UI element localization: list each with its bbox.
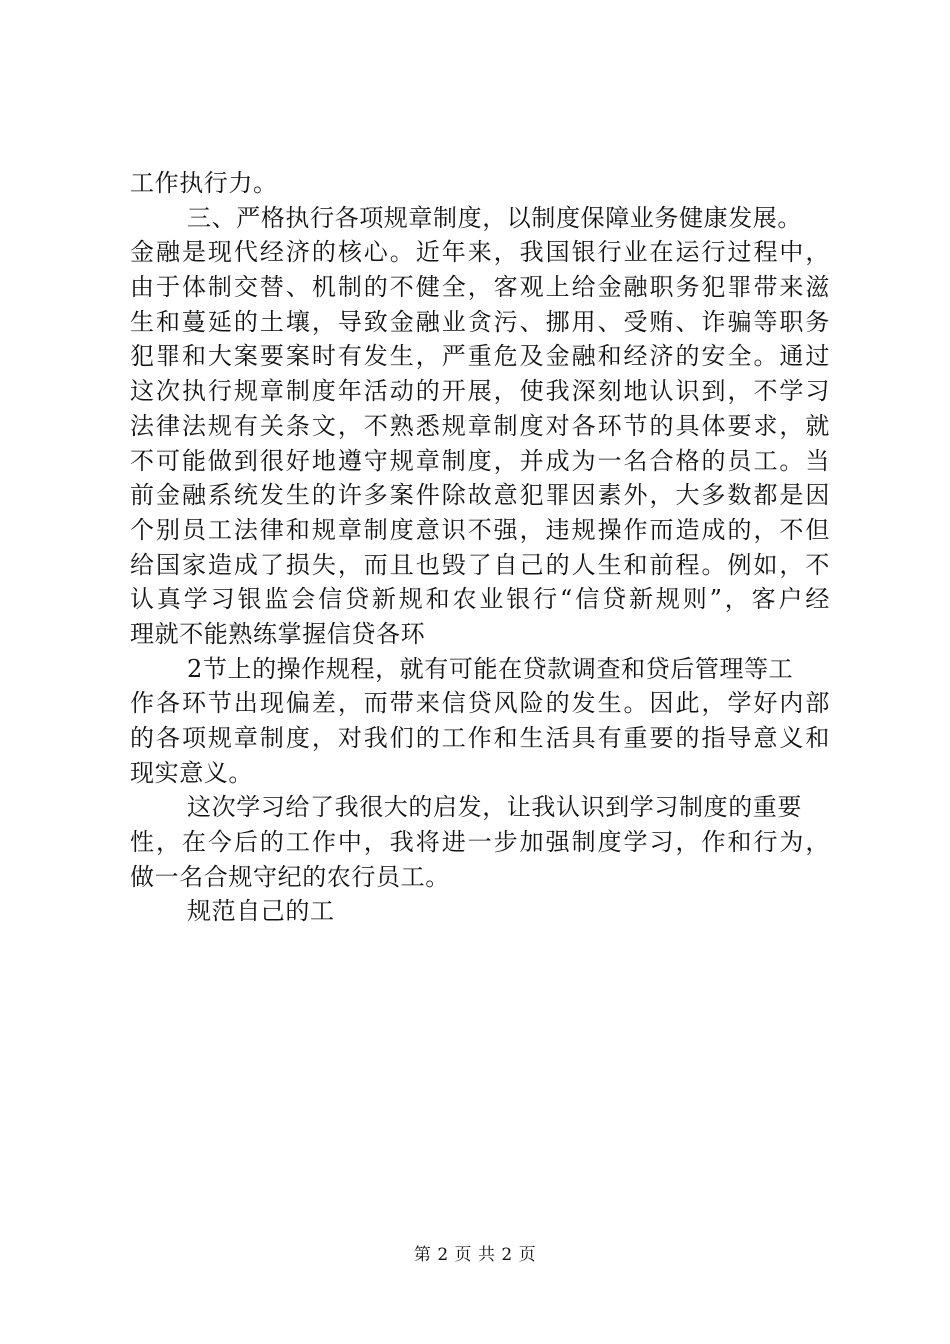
paragraph-line: 这次学习给了我很大的启发，让我认识到学习制度的重要 (187, 793, 802, 822)
paragraph-line: 由于体制交替、机制的不健全，客观上给金融职务犯罪带来滋 (130, 273, 830, 302)
paragraph-line: 生和蔓延的土壤，导致金融业贪污、挪用、受贿、诈骗等职务 (130, 307, 830, 336)
paragraph-line: 金融是现代经济的核心。近年来，我国银行业在运行过程中， (130, 238, 830, 267)
paragraph-line: 现实意义。 (130, 758, 253, 787)
paragraph-line: 给国家造成了损失，而且也毁了自己的人生和前程。例如，不 (130, 550, 830, 579)
paragraph-line: 规范自己的工 (187, 897, 335, 926)
paragraph-line: 不可能做到很好地遵守规章制度，并成为一名合格的员工。当 (130, 446, 830, 475)
paragraph-line: 前金融系统发生的许多案件除故意犯罪因素外，大多数都是因 (130, 481, 830, 510)
paragraph-line: 2节上的操作规程，就有可能在贷款调查和贷后管理等工 (187, 654, 794, 683)
paragraph-line: 个别员工法律和规章制度意识不强，违规操作而造成的，不但 (130, 515, 830, 544)
paragraph-line: 法律法规有关条文，不熟悉规章制度对各环节的具体要求，就 (130, 411, 830, 440)
paragraph-line: 认真学习银监会信贷新规和农业银行“信贷新规则”，客户经 (130, 585, 830, 614)
paragraph-line: 做一名合规守纪的农行员工。 (130, 862, 450, 891)
paragraph-line: 犯罪和大案要案时有发生，严重危及金融和经济的安全。通过 (130, 342, 830, 371)
paragraph-line: 的各项规章制度，对我们的工作和生活具有重要的指导意义和 (130, 724, 830, 752)
paragraph-line: 这次执行规章制度年活动的开展，使我深刻地认识到，不学习 (130, 377, 830, 406)
paragraph-line: 性，在今后的工作中，我将进一步加强制度学习，作和行为， (130, 828, 830, 857)
page-number-footer: 第 2 页 共 2 页 (413, 1245, 537, 1265)
paragraph-line: 工作执行力。 (130, 169, 278, 197)
paragraph-line: 作各环节出现偏差，而带来信贷风险的发生。因此，学好内部 (130, 689, 830, 718)
paragraph-line: 三、严格执行各项规章制度，以制度保障业务健康发展。 (187, 203, 802, 232)
paragraph-line: 理就不能熟练掌握信贷各环 (130, 619, 426, 648)
document-body (130, 166, 830, 929)
